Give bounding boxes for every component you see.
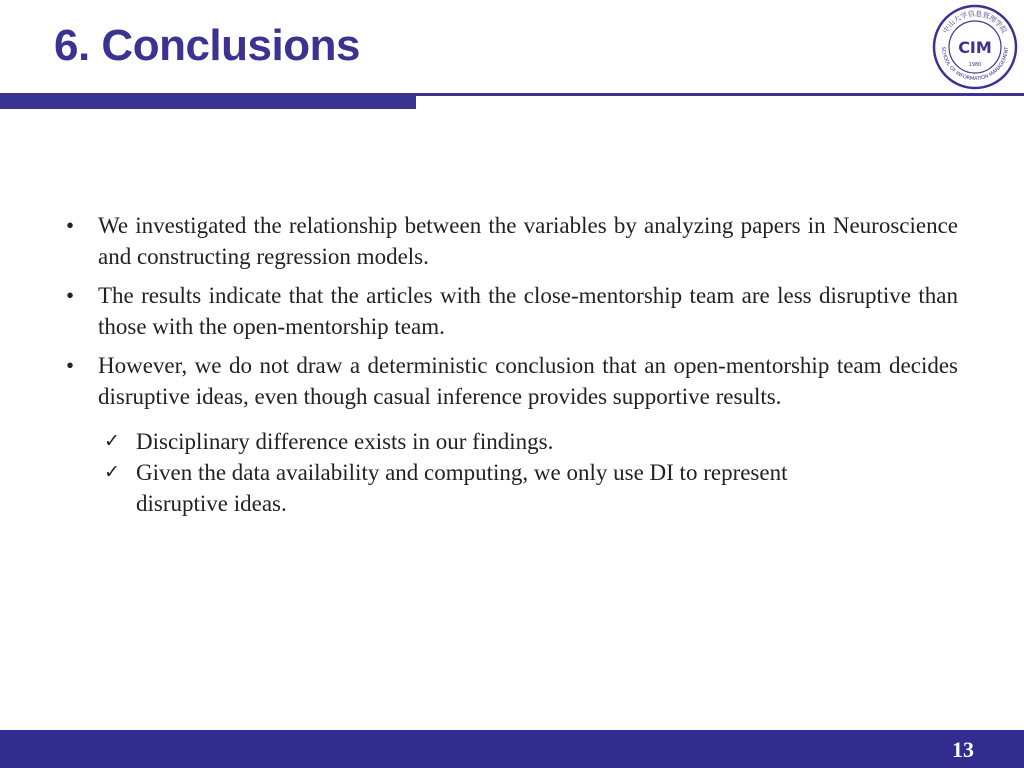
logo-year: 1980 [968, 62, 982, 68]
check-item [104, 426, 876, 457]
title-underline-thick [0, 93, 416, 109]
check-item [104, 457, 876, 519]
check-item-text: Given the data availability and computing, we only use DI to represent disruptive ideas. [136, 460, 788, 516]
logo-mark: CIM [958, 38, 992, 57]
bullet-item: • However, we do not draw a deterministic conclusion that an open-mentorship team decides disruptive ideas, even though casual inference provides supportive results. [60, 350, 958, 412]
bullet-item: • We investigated the relationship between the variables by analyzing papers in Neuroscience and constructing regression models. [60, 210, 958, 272]
slide-title: 6. Conclusions [54, 21, 360, 70]
university-seal-icon [932, 4, 1018, 90]
checkmark-icon: ✓ [104, 430, 120, 452]
conclusion-bullet-list [60, 210, 958, 412]
title-underline-thin [416, 93, 1024, 96]
check-item-text: Disciplinary difference exists in our findings. [136, 429, 554, 454]
bullet-item: • The results indicate that the articles with the close-mentorship team are less disruptive than those with the open-mentorship team. [60, 280, 958, 342]
checkmark-list [60, 426, 876, 519]
logo-ring-top-text: 中山大学信息管理学院 [941, 9, 1009, 35]
logo-ring-bottom-text: SCHOOL OF INFORMATION MANAGEMENT [939, 46, 1011, 83]
checkmark-icon: ✓ [104, 461, 120, 483]
slide-body [60, 210, 958, 519]
page-number: 13 [952, 737, 974, 762]
footer-bar [0, 730, 1024, 768]
